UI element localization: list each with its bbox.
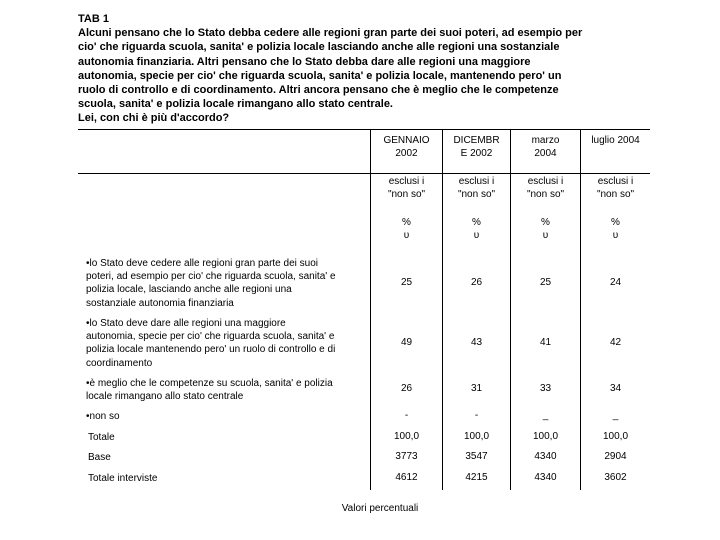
row-label-line: Totale interviste <box>88 473 158 484</box>
table-cell: 100,0 <box>532 431 559 442</box>
row-label-line: •è meglio che le competenze su scuola, sanita' e polizia <box>86 378 333 389</box>
column-header-luglio-2004 <box>581 135 650 148</box>
table-cell: 34 <box>609 383 622 394</box>
subheader-line: "non so" <box>596 188 635 200</box>
unit-percent <box>371 217 442 243</box>
row-label-line: autonomia, specie per cio' che riguarda scuola, sanita' e <box>86 331 335 343</box>
table-cell: 100,0 <box>393 431 420 442</box>
question-line: autonomia finanziaria. Altri pensano che lo Stato debba dare alle regioni una maggiore <box>78 55 531 68</box>
table-cell: - <box>404 410 409 421</box>
subheader-line: esclusi i <box>597 176 634 187</box>
table-cell: 4340 <box>534 472 557 483</box>
column-header-dicembre-2002 <box>443 135 510 161</box>
table-cell: 100,0 <box>463 431 490 442</box>
subheader-esclusi <box>443 176 510 202</box>
table-top-rule <box>78 129 650 130</box>
subheader-line: esclusi i <box>458 176 495 187</box>
subheader-line: esclusi i <box>388 176 425 187</box>
unit-percent <box>581 217 650 243</box>
unit-percent <box>443 217 510 243</box>
subheader-line: "non so" <box>526 188 565 200</box>
table-cell: - <box>474 410 479 421</box>
table-cell: 24 <box>609 277 622 288</box>
table-cell: 31 <box>470 383 483 394</box>
table-cell: 2904 <box>604 451 627 462</box>
table-cell: 3547 <box>465 451 488 462</box>
table-cell: 4612 <box>395 472 418 483</box>
column-header-line: E 2002 <box>460 147 493 159</box>
column-header-marzo-2004 <box>511 135 580 161</box>
question-line: Lei, con chi è più d'accordo? <box>78 112 230 125</box>
table-cell: 26 <box>470 277 483 288</box>
row-label-line: •lo Stato deve dare alle regioni una maggiore <box>86 318 286 329</box>
row-label-line: poteri, ad esempio per cio' che riguarda scuola, sanita' e <box>86 271 336 283</box>
table-cell: 3773 <box>395 451 418 462</box>
table-row-label <box>88 431 373 444</box>
unit-mark: υ <box>542 229 549 241</box>
column-header-line: 2004 <box>534 147 557 159</box>
table-cell: 41 <box>539 337 552 348</box>
unit-label: % <box>472 217 481 228</box>
table-cell: 43 <box>470 337 483 348</box>
question-line: cio' che riguarda scuola, sanita' e polizia locale lasciando anche alle regioni una sostanziale <box>78 41 560 54</box>
table-row-label <box>88 472 373 485</box>
table-title <box>78 12 648 126</box>
table-cell: 4340 <box>534 451 557 462</box>
table-cell: 26 <box>400 383 413 394</box>
table-row-label <box>88 451 373 464</box>
subheader-line: esclusi i <box>527 176 564 187</box>
table-cell: 25 <box>400 277 413 288</box>
table-cell: 49 <box>400 337 413 348</box>
subheader-line: "non so" <box>457 188 496 200</box>
table-header-rule <box>78 173 650 174</box>
unit-mark: υ <box>612 229 619 241</box>
unit-label: % <box>402 217 411 228</box>
column-header-gennaio-2002 <box>371 135 442 161</box>
row-label-line: polizia locale mantenendo pero' un ruolo di controllo e di <box>86 344 336 356</box>
row-label-line: Totale <box>88 432 115 443</box>
column-header-line: luglio 2004 <box>591 135 640 146</box>
question-line: autonomia, specie per cio' che riguarda scuola, sanita' e polizia locale, mantenendo pero' un <box>78 69 562 82</box>
table-cell: 100,0 <box>602 431 629 442</box>
row-label-line: Base <box>88 452 111 463</box>
row-label-line: •non so <box>86 411 120 422</box>
table-cell: 4215 <box>465 472 488 483</box>
table-cell: _ <box>542 410 549 421</box>
subheader-esclusi <box>511 176 580 202</box>
row-label-line: coordinamento <box>86 357 153 369</box>
title-tab: TAB 1 <box>78 13 109 25</box>
unit-percent <box>511 217 580 243</box>
table-row-label <box>86 410 371 423</box>
table-cell: 3602 <box>604 472 627 483</box>
table-row-label <box>86 257 371 310</box>
column-header-line: 2002 <box>395 147 418 159</box>
question-line: Alcuni pensano che lo Stato debba cedere alle regioni gran parte dei suoi poteri, ad esempio per <box>78 27 583 40</box>
question-line: ruolo di controllo e di coordinamento. Altri ancora pensano che è meglio che le competenze <box>78 84 559 97</box>
row-label-line: locale rimangano allo stato centrale <box>86 391 244 403</box>
column-header-line: marzo <box>531 135 560 146</box>
unit-label: % <box>611 217 620 228</box>
table-row-label <box>86 377 371 403</box>
table-cell: 42 <box>609 337 622 348</box>
column-header-line: DICEMBR <box>453 135 500 146</box>
row-label-line: polizia locale, lasciando anche alle regioni una <box>86 284 292 296</box>
table-cell: _ <box>612 410 619 421</box>
unit-mark: υ <box>473 229 480 241</box>
row-label-line: sostanziale autonomia finanziaria <box>86 297 234 309</box>
row-label-line: •lo Stato deve cedere alle regioni gran parte dei suoi <box>86 258 318 269</box>
unit-mark: υ <box>403 229 410 241</box>
footnote: Valori percentuali <box>341 503 419 514</box>
subheader-esclusi <box>371 176 442 202</box>
column-header-line: GENNAIO <box>383 135 430 146</box>
subheader-esclusi <box>581 176 650 202</box>
table-cell: 33 <box>539 383 552 394</box>
question-line: scuola, sanita' e polizia locale rimangano allo stato centrale. <box>78 98 393 111</box>
unit-label: % <box>541 217 550 228</box>
table-row-label <box>86 317 371 370</box>
subheader-line: "non so" <box>387 188 426 200</box>
table-cell: 25 <box>539 277 552 288</box>
